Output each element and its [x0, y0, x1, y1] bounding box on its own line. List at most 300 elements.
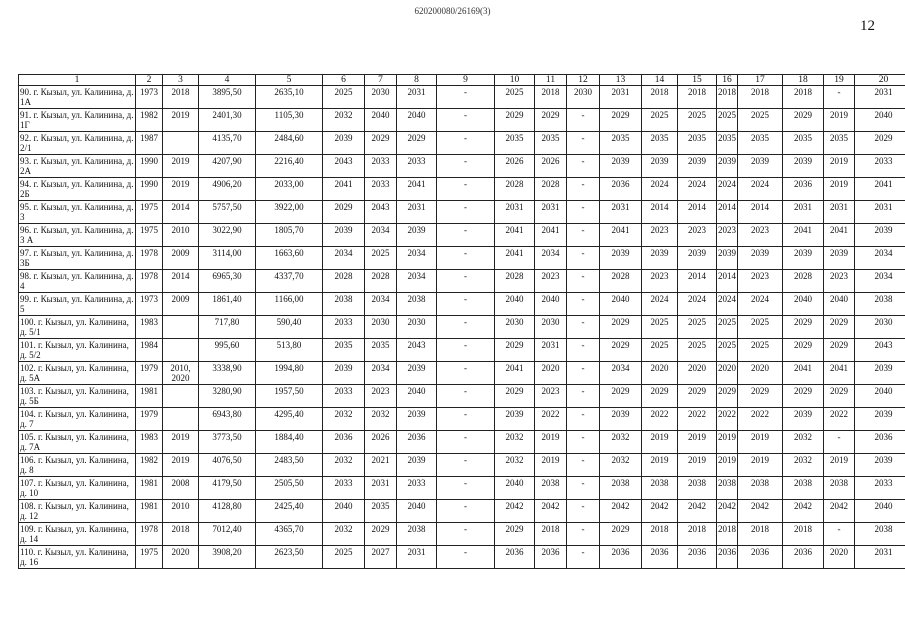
table-row: [19, 155, 905, 178]
table-cell: 7012,40: [199, 523, 256, 546]
table-cell: -: [437, 270, 495, 293]
table-cell: 2018: [678, 523, 717, 546]
column-number: 20: [855, 75, 905, 86]
table-cell: 2024: [717, 293, 738, 316]
table-cell: 2038: [397, 523, 437, 546]
table-cell: 2043: [855, 339, 905, 362]
table-cell: 6943,80: [199, 408, 256, 431]
table-cell: 2031: [783, 201, 824, 224]
table-cell: 2039: [323, 224, 365, 247]
address-cell: 94. г. Кызыл, ул. Калинина, д. 2Б: [19, 178, 136, 201]
table-cell: 2026: [495, 155, 535, 178]
table-cell: -: [567, 201, 600, 224]
table-cell: 2024: [642, 293, 678, 316]
table-cell: 2022: [824, 408, 855, 431]
table-cell: 2042: [642, 500, 678, 523]
column-number: 12: [567, 75, 600, 86]
table-cell: 2041: [495, 362, 535, 385]
table-cell: -: [437, 500, 495, 523]
table-cell: 2041: [323, 178, 365, 201]
table-cell: 2039: [855, 362, 905, 385]
table-cell: 2033,00: [256, 178, 323, 201]
table-cell: 1978: [136, 270, 163, 293]
table-cell: 2033: [323, 477, 365, 500]
table-cell: 1884,40: [256, 431, 323, 454]
table-cell: 1805,70: [256, 224, 323, 247]
table-cell: 2041: [824, 362, 855, 385]
table-cell: 2035: [535, 132, 567, 155]
table-row: [19, 270, 905, 293]
table-cell: 3022,90: [199, 224, 256, 247]
address-cell: 101. г. Кызыл, ул. Калинина, д. 5/2: [19, 339, 136, 362]
table-cell: 2035: [365, 339, 397, 362]
table-cell: -: [567, 224, 600, 247]
table-cell: 2031: [855, 86, 905, 109]
table-cell: 2034: [397, 270, 437, 293]
table-cell: -: [437, 523, 495, 546]
table-cell: -: [567, 408, 600, 431]
table-cell: 2019: [163, 109, 199, 132]
table-cell: -: [437, 339, 495, 362]
table-cell: 2018: [535, 523, 567, 546]
address-cell: 108. г. Кызыл, ул. Калинина, д. 12: [19, 500, 136, 523]
table-cell: 2029: [600, 339, 642, 362]
table-cell: 2039: [600, 408, 642, 431]
table-cell: 1957,50: [256, 385, 323, 408]
table-cell: -: [567, 454, 600, 477]
table-cell: -: [437, 201, 495, 224]
table-cell: 2042: [738, 500, 783, 523]
table-cell: 2018: [717, 523, 738, 546]
table-cell: 2216,40: [256, 155, 323, 178]
table-cell: 2025: [717, 316, 738, 339]
table-cell: 2023: [717, 224, 738, 247]
table-cell: 2038: [738, 477, 783, 500]
table-cell: -: [437, 224, 495, 247]
table-cell: 2021: [365, 454, 397, 477]
address-cell: 99. г. Кызыл, ул. Калинина, д. 5: [19, 293, 136, 316]
table-cell: 2035: [824, 132, 855, 155]
document-code: 620200080/26169(3): [414, 6, 491, 16]
table-cell: 2032: [323, 523, 365, 546]
address-cell: 93. г. Кызыл, ул. Калинина, д. 2А: [19, 155, 136, 178]
table-cell: 2027: [365, 546, 397, 569]
table-cell: -: [437, 247, 495, 270]
table-cell: 2023: [535, 270, 567, 293]
table-cell: 2033: [855, 477, 905, 500]
table-cell: 2025: [365, 247, 397, 270]
column-number: 4: [199, 75, 256, 86]
table-cell: 2019: [535, 431, 567, 454]
table-cell: 1981: [136, 477, 163, 500]
table-cell: 2026: [365, 431, 397, 454]
table-cell: 2028: [365, 270, 397, 293]
column-number: 18: [783, 75, 824, 86]
table-cell: 2036: [855, 431, 905, 454]
column-number: 8: [397, 75, 437, 86]
table-cell: 2025: [717, 109, 738, 132]
table-cell: 2019: [163, 431, 199, 454]
table-cell: 2031: [855, 546, 905, 569]
table-cell: 2023: [535, 385, 567, 408]
table-cell: 2039: [738, 155, 783, 178]
table-cell: 3280,90: [199, 385, 256, 408]
table-cell: 2038: [855, 523, 905, 546]
table-cell: 2024: [678, 178, 717, 201]
table-cell: 2014: [738, 201, 783, 224]
table-cell: 2019: [163, 178, 199, 201]
table-cell: 2041: [600, 224, 642, 247]
address-cell: 104. г. Кызыл, ул. Калинина, д. 7: [19, 408, 136, 431]
table-cell: 2032: [600, 454, 642, 477]
table-cell: 2039: [783, 247, 824, 270]
table-cell: 2014: [717, 201, 738, 224]
table-cell: 2039: [855, 224, 905, 247]
table-cell: 2008: [163, 477, 199, 500]
table-cell: 2028: [535, 178, 567, 201]
table-cell: 2032: [783, 454, 824, 477]
table-cell: 1987: [136, 132, 163, 155]
table-cell: 2019: [824, 109, 855, 132]
table-cell: 2032: [365, 408, 397, 431]
table-cell: 1990: [136, 178, 163, 201]
table-cell: 2032: [495, 454, 535, 477]
table-cell: 2042: [783, 500, 824, 523]
table-cell: 2623,50: [256, 546, 323, 569]
column-number: 3: [163, 75, 199, 86]
table-cell: 2031: [397, 86, 437, 109]
table-cell: 2024: [738, 178, 783, 201]
column-number: 16: [717, 75, 738, 86]
table-cell: 2025: [323, 86, 365, 109]
table-cell: 1979: [136, 408, 163, 431]
table-cell: 2036: [397, 431, 437, 454]
table-cell: 2029: [783, 316, 824, 339]
table-cell: [163, 339, 199, 362]
table-cell: 2028: [495, 270, 535, 293]
table-cell: 2022: [642, 408, 678, 431]
table-cell: -: [567, 500, 600, 523]
table-cell: 4207,90: [199, 155, 256, 178]
table-cell: 2029: [855, 132, 905, 155]
table-cell: 2039: [642, 247, 678, 270]
table-cell: 2019: [678, 454, 717, 477]
table-cell: 2040: [855, 109, 905, 132]
table-cell: 2036: [783, 546, 824, 569]
table-cell: 2034: [365, 362, 397, 385]
table-cell: 2038: [824, 477, 855, 500]
column-number-row: [19, 75, 905, 86]
table-cell: 2018: [642, 523, 678, 546]
table-cell: 2034: [535, 247, 567, 270]
table-cell: 2040: [397, 500, 437, 523]
table-cell: -: [437, 454, 495, 477]
table-cell: 2031: [600, 201, 642, 224]
table-cell: 4135,70: [199, 132, 256, 155]
table-cell: 2040: [855, 500, 905, 523]
table-cell: 2042: [717, 500, 738, 523]
table-cell: 3338,90: [199, 362, 256, 385]
table-cell: 1990: [136, 155, 163, 178]
table-cell: 2040: [323, 500, 365, 523]
table-cell: 4337,70: [256, 270, 323, 293]
table-row: [19, 500, 905, 523]
table-cell: 2018: [738, 86, 783, 109]
table-cell: 2041: [535, 224, 567, 247]
table-cell: 2029: [323, 201, 365, 224]
table-cell: 2025: [717, 339, 738, 362]
table-row: [19, 454, 905, 477]
table-cell: 2035: [678, 132, 717, 155]
table-cell: 2029: [678, 385, 717, 408]
table-cell: 2036: [600, 546, 642, 569]
table-cell: 2019: [738, 431, 783, 454]
table-cell: 2023: [738, 224, 783, 247]
table-cell: 2020: [163, 546, 199, 569]
table-cell: 2034: [600, 362, 642, 385]
table-cell: 2019: [824, 178, 855, 201]
table-cell: 2019: [163, 454, 199, 477]
table-cell: 2035: [495, 132, 535, 155]
table-cell: 2032: [323, 109, 365, 132]
table-cell: -: [437, 362, 495, 385]
table-cell: 2038: [397, 293, 437, 316]
table-row: [19, 132, 905, 155]
table-cell: 2039: [855, 408, 905, 431]
table-cell: -: [567, 431, 600, 454]
table-cell: 2040: [495, 293, 535, 316]
table-cell: 2033: [323, 385, 365, 408]
table-cell: 1984: [136, 339, 163, 362]
table-cell: -: [567, 339, 600, 362]
table-cell: 2042: [495, 500, 535, 523]
table-cell: 2029: [783, 109, 824, 132]
table-cell: 1973: [136, 86, 163, 109]
table-cell: 2040: [365, 109, 397, 132]
table-cell: 1975: [136, 546, 163, 569]
table-cell: 2038: [323, 293, 365, 316]
table-cell: 2039: [323, 132, 365, 155]
table-cell: 2024: [717, 178, 738, 201]
table-cell: 2033: [323, 316, 365, 339]
table-cell: 2029: [783, 339, 824, 362]
table-cell: 2022: [738, 408, 783, 431]
table-cell: 2041: [824, 224, 855, 247]
table-cell: 2029: [495, 339, 535, 362]
table-cell: -: [567, 178, 600, 201]
table-cell: 4365,70: [256, 523, 323, 546]
table-cell: 2034: [855, 270, 905, 293]
table-cell: 2033: [397, 155, 437, 178]
table-cell: 2023: [642, 224, 678, 247]
table-cell: 2018: [678, 86, 717, 109]
table-cell: 2029: [600, 316, 642, 339]
table-cell: 2032: [600, 431, 642, 454]
table-cell: 2029: [738, 385, 783, 408]
table-cell: 2040: [535, 293, 567, 316]
table-cell: 2025: [678, 109, 717, 132]
table-cell: 2025: [738, 316, 783, 339]
table-cell: -: [824, 431, 855, 454]
table-cell: 1981: [136, 385, 163, 408]
table-cell: 1982: [136, 109, 163, 132]
table-cell: 2030: [397, 316, 437, 339]
table-cell: 2023: [678, 224, 717, 247]
table-cell: 995,60: [199, 339, 256, 362]
table-cell: 590,40: [256, 316, 323, 339]
table-cell: 2020: [678, 362, 717, 385]
table-cell: -: [567, 132, 600, 155]
table-cell: 2039: [397, 362, 437, 385]
column-number: 11: [535, 75, 567, 86]
table-cell: 2033: [365, 155, 397, 178]
table-cell: 2031: [495, 201, 535, 224]
table-cell: 2039: [678, 155, 717, 178]
table-cell: 2039: [600, 155, 642, 178]
table-cell: 2019: [642, 454, 678, 477]
column-number: 15: [678, 75, 717, 86]
column-number: 2: [136, 75, 163, 86]
table-cell: 2041: [855, 178, 905, 201]
table-cell: 4295,40: [256, 408, 323, 431]
table-cell: 2030: [495, 316, 535, 339]
table-cell: 2035: [323, 339, 365, 362]
table-cell: 2039: [495, 408, 535, 431]
table-cell: 2022: [678, 408, 717, 431]
table-cell: 2039: [642, 155, 678, 178]
table-cell: -: [567, 523, 600, 546]
table-cell: 2028: [495, 178, 535, 201]
table-cell: 2040: [824, 293, 855, 316]
table-row: [19, 385, 905, 408]
table-cell: 2042: [535, 500, 567, 523]
table-cell: 2043: [365, 201, 397, 224]
table-cell: 717,80: [199, 316, 256, 339]
table-cell: 2040: [495, 477, 535, 500]
table-cell: 1663,60: [256, 247, 323, 270]
table-cell: 2042: [600, 500, 642, 523]
table-cell: 2033: [365, 178, 397, 201]
address-cell: 103. г. Кызыл, ул. Калинина, д. 5Б: [19, 385, 136, 408]
table-cell: 1861,40: [199, 293, 256, 316]
table-cell: 2018: [717, 86, 738, 109]
table-cell: 2025: [678, 316, 717, 339]
address-cell: 106. г. Кызыл, ул. Калинина, д. 8: [19, 454, 136, 477]
table-cell: -: [437, 477, 495, 500]
table-cell: 2041: [783, 362, 824, 385]
table-cell: 3773,50: [199, 431, 256, 454]
table-cell: 2029: [600, 523, 642, 546]
table-cell: 2029: [824, 316, 855, 339]
table-cell: 1975: [136, 201, 163, 224]
table-cell: -: [824, 86, 855, 109]
table-cell: 2039: [855, 454, 905, 477]
table-cell: -: [567, 155, 600, 178]
table-cell: 2028: [600, 270, 642, 293]
table-cell: 1975: [136, 224, 163, 247]
table-cell: 2018: [163, 523, 199, 546]
table-cell: 1166,00: [256, 293, 323, 316]
table-cell: 2019: [163, 155, 199, 178]
column-number: 5: [256, 75, 323, 86]
table-cell: 2040: [397, 109, 437, 132]
table-row: [19, 477, 905, 500]
table-cell: 2030: [855, 316, 905, 339]
table-cell: 4128,80: [199, 500, 256, 523]
table-cell: 2020: [535, 362, 567, 385]
table-cell: 2018: [783, 86, 824, 109]
table-cell: 2020: [738, 362, 783, 385]
table-cell: 2025: [738, 339, 783, 362]
table-cell: 2033: [397, 477, 437, 500]
table-cell: 2014: [163, 270, 199, 293]
table-cell: 1983: [136, 316, 163, 339]
table-cell: 2009: [163, 293, 199, 316]
table-cell: 2030: [365, 86, 397, 109]
table-cell: 2032: [323, 408, 365, 431]
table-cell: 1983: [136, 431, 163, 454]
column-number: 6: [323, 75, 365, 86]
table-cell: 2505,50: [256, 477, 323, 500]
table-cell: 2035: [783, 132, 824, 155]
table-row: [19, 293, 905, 316]
table-cell: 2019: [717, 454, 738, 477]
table-cell: 2041: [495, 224, 535, 247]
table-cell: 2039: [824, 247, 855, 270]
table-cell: 2033: [855, 155, 905, 178]
table-cell: -: [437, 293, 495, 316]
table-cell: 2019: [824, 155, 855, 178]
table-cell: 2028: [783, 270, 824, 293]
table-cell: [163, 132, 199, 155]
table-cell: 2029: [535, 109, 567, 132]
table-cell: 1994,80: [256, 362, 323, 385]
column-number: 17: [738, 75, 783, 86]
table-cell: 2039: [323, 362, 365, 385]
table-cell: 2032: [783, 431, 824, 454]
table-cell: 2039: [717, 155, 738, 178]
table-cell: 2020: [824, 546, 855, 569]
table-cell: 2038: [678, 477, 717, 500]
table-cell: 2029: [365, 523, 397, 546]
table-cell: 2036: [323, 431, 365, 454]
table-cell: 2018: [738, 523, 783, 546]
table-cell: 2018: [535, 86, 567, 109]
table-cell: -: [567, 546, 600, 569]
table-cell: -: [567, 109, 600, 132]
table-cell: 2484,60: [256, 132, 323, 155]
table-cell: -: [437, 178, 495, 201]
table-cell: -: [437, 155, 495, 178]
table-cell: 2039: [397, 408, 437, 431]
table-cell: 2010, 2020: [163, 362, 199, 385]
address-cell: 97. г. Кызыл, ул. Калинина, д. 3Б: [19, 247, 136, 270]
table-cell: 2031: [535, 339, 567, 362]
address-cell: 91. г. Кызыл, ул. Калинина, д. 1Г: [19, 109, 136, 132]
table-cell: 2032: [323, 454, 365, 477]
table-cell: 2036: [600, 178, 642, 201]
table-row: [19, 224, 905, 247]
table-cell: 2038: [600, 477, 642, 500]
table-cell: 2035: [365, 500, 397, 523]
table-cell: -: [437, 385, 495, 408]
table-cell: 2031: [824, 201, 855, 224]
table-row: [19, 247, 905, 270]
table-cell: 2010: [163, 224, 199, 247]
table-cell: 2019: [738, 454, 783, 477]
table-cell: 1982: [136, 454, 163, 477]
table-cell: 2425,40: [256, 500, 323, 523]
